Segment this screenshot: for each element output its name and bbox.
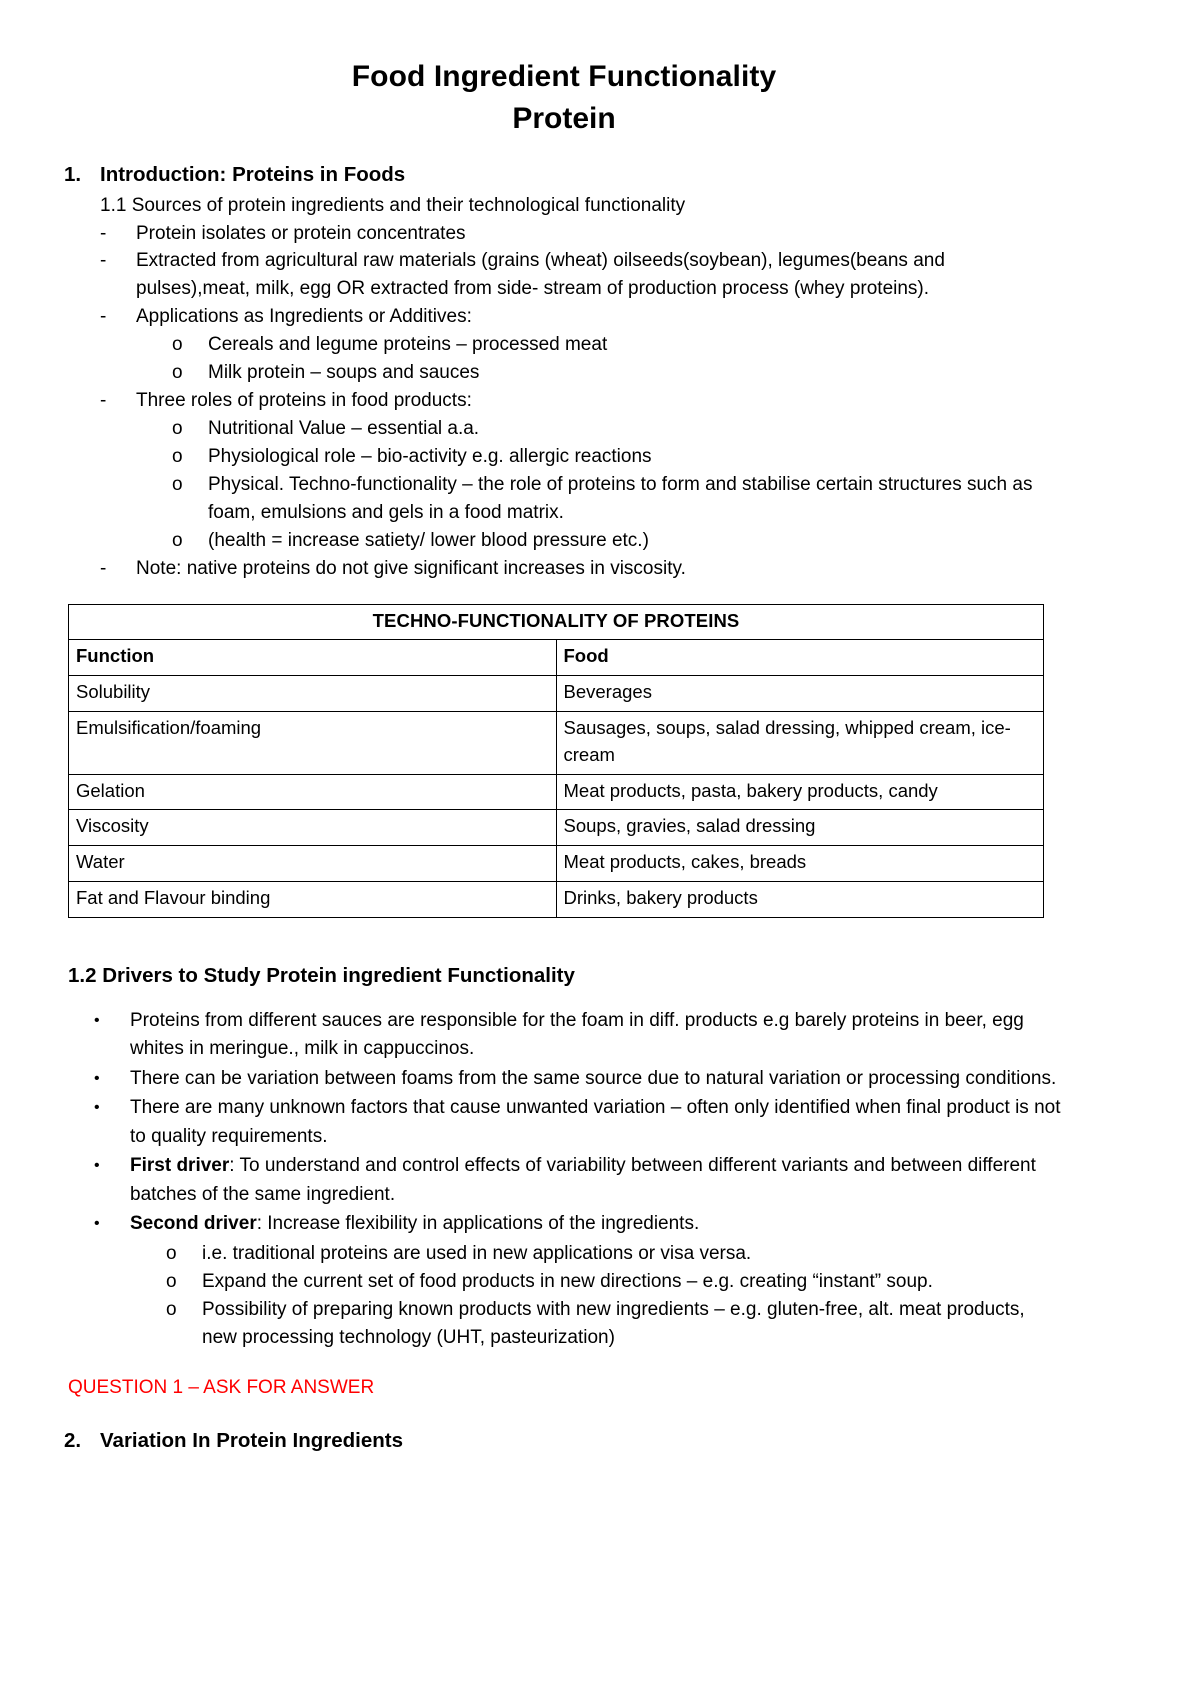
list-item-first-driver [94, 1152, 1064, 1209]
question-callout: QUESTION 1 – ASK FOR ANSWER [68, 1376, 375, 1398]
sub-list-item-label: Physiological role – bio-activity e.g. allergic reactions [208, 445, 652, 467]
list-item-label: There can be variation between foams from the same source due to natural variation or processing conditions. [130, 1067, 1057, 1089]
document-title: Food Ingredient Functionality [351, 60, 777, 93]
sub-list-item-label: Possibility of preparing known products with new ingredients – e.g. gluten-free, alt. meat products, new processing technology (UHT, pasteurization) [202, 1298, 1025, 1348]
table-cell-food: Sausages, soups, salad dressing, whipped cream, ice-cream [556, 711, 1044, 774]
sub-list-item-label: Nutritional Value – essential a.a. [208, 418, 480, 440]
list-item-label [130, 1152, 1064, 1209]
table-cell-food: Soups, gravies, salad dressing [556, 810, 1044, 846]
first-driver-text: : To understand and control effects of variability between different variants and between different batches of the same ingredient. [130, 1155, 1036, 1205]
techno-functionality-table-wrapper [68, 604, 1044, 918]
table-row [69, 774, 1044, 810]
table-caption-row [69, 604, 1044, 640]
table-column-header-food: Food [556, 640, 1044, 676]
sub-list-item [166, 1296, 1064, 1352]
sub-list-item-label: (health = increase satiety/ lower blood pressure etc.) [208, 529, 649, 551]
table-row [69, 846, 1044, 882]
list-item-label: Note: native proteins do not give significant increases in viscosity. [136, 557, 686, 579]
list-item [94, 1094, 1064, 1151]
list-item [100, 387, 1064, 415]
dash-bullet-icon: - [100, 222, 107, 244]
sub-list-item-label: Expand the current set of food products in new directions – e.g. creating “instant” soup. [202, 1270, 933, 1292]
table-cell-food: Drinks, bakery products [556, 882, 1044, 918]
list-item [100, 555, 1064, 583]
dot-bullet-icon: • [94, 1069, 100, 1087]
circle-bullet-icon: o [172, 445, 183, 467]
list-item-label: Proteins from different sauces are responsible for the foam in diff. products e.g barely proteins in beer, egg whites in meringue., milk in cappuccinos. [130, 1009, 1024, 1060]
table-cell-food: Meat products, pasta, bakery products, candy [556, 774, 1044, 810]
circle-bullet-icon: o [172, 334, 183, 356]
list-item-label: There are many unknown factors that cause unwanted variation – often only identified when final product is not to quality requirements. [130, 1097, 1061, 1147]
list-item [100, 247, 1064, 303]
list-item [100, 220, 1064, 248]
sub-list-item [172, 359, 1064, 387]
document-subtitle: Protein [512, 102, 616, 136]
techno-functionality-table [68, 604, 1044, 918]
document-content [64, 58, 1064, 1458]
dash-bullet-icon: - [100, 306, 107, 328]
first-driver-label: First driver [130, 1155, 230, 1177]
circle-bullet-icon: o [166, 1298, 177, 1320]
list-item-label: Extracted from agricultural raw materials (grains (wheat) oilseeds(soybean), legumes(beans and pulses),meat, milk, egg OR extracted from side- stream of production process (whey proteins). [136, 250, 945, 300]
list-item-label: Three roles of proteins in food products: [136, 390, 472, 412]
table-cell-function: Fat and Flavour binding [69, 882, 557, 918]
subsection-1-1-heading: 1.1 Sources of protein ingredients and their technological functionality [100, 194, 686, 216]
circle-bullet-icon: o [166, 1242, 177, 1264]
second-driver-text: : Increase flexibility in applications of the ingredients. [256, 1213, 700, 1235]
circle-bullet-icon: o [172, 529, 183, 551]
sub-list-item-label: Physical. Techno-functionality – the role of proteins to form and stabilise certain structures such as foam, emulsions and gels in a food matrix. [208, 473, 1033, 523]
dot-bullet-icon: • [94, 1099, 100, 1117]
dash-bullet-icon: - [100, 390, 107, 412]
subsection-1-2-heading: 1.2 Drivers to Study Protein ingredient Functionality [68, 963, 575, 987]
list-item [94, 1065, 1064, 1094]
table-column-header-function: Function [69, 640, 557, 676]
section-1-number: 1. [64, 162, 82, 186]
second-driver-label: Second driver [130, 1213, 257, 1235]
sub-list-item-label: Cereals and legume proteins – processed meat [208, 334, 608, 356]
section-1-heading [64, 161, 1064, 188]
sub-list-item [166, 1268, 1064, 1296]
list-item-label: Applications as Ingredients or Additives: [136, 306, 472, 328]
sub-list-item-label: Milk protein – soups and sauces [208, 362, 480, 384]
sub-list-item [172, 527, 1064, 555]
table-cell-function: Gelation [69, 774, 557, 810]
list-item-label: Protein isolates or protein concentrates [136, 222, 466, 244]
dot-bullet-icon: • [94, 1215, 100, 1233]
list-item-second-driver [94, 1210, 1064, 1239]
dot-bullet-icon: • [94, 1157, 100, 1175]
circle-bullet-icon: o [172, 418, 183, 440]
section-2-title: Variation In Protein Ingredients [100, 1429, 403, 1453]
table-cell-function: Viscosity [69, 810, 557, 846]
sub-list-item [166, 1240, 1064, 1268]
circle-bullet-icon: o [172, 473, 183, 495]
table-row [69, 711, 1044, 774]
section-2-heading [64, 1427, 1064, 1454]
section-1-title: Introduction: Proteins in Foods [100, 162, 406, 186]
table-cell-function: Emulsification/foaming [69, 711, 557, 774]
circle-bullet-icon: o [166, 1270, 177, 1292]
table-cell-food: Beverages [556, 676, 1044, 712]
list-item [94, 1007, 1064, 1064]
table-cell-function: Water [69, 846, 557, 882]
list-item [100, 303, 1064, 331]
table-header-row [69, 640, 1044, 676]
sub-list-item [172, 443, 1064, 471]
list-item-label [130, 1210, 1064, 1239]
sub-list-item [172, 331, 1064, 359]
table-row [69, 676, 1044, 712]
table-row [69, 810, 1044, 846]
table-caption: TECHNO-FUNCTIONALITY OF PROTEINS [69, 604, 1044, 640]
section-2-number: 2. [64, 1429, 82, 1453]
circle-bullet-icon: o [172, 362, 183, 384]
sub-list-item [172, 415, 1064, 443]
table-cell-food: Meat products, cakes, breads [556, 846, 1044, 882]
sub-list-item [172, 471, 1064, 527]
table-cell-function: Solubility [69, 676, 557, 712]
sub-list-item-label: i.e. traditional proteins are used in new applications or visa versa. [202, 1242, 752, 1264]
dash-bullet-icon: - [100, 557, 107, 579]
dash-bullet-icon: - [100, 250, 107, 272]
dot-bullet-icon: • [94, 1011, 100, 1029]
table-row [69, 882, 1044, 918]
